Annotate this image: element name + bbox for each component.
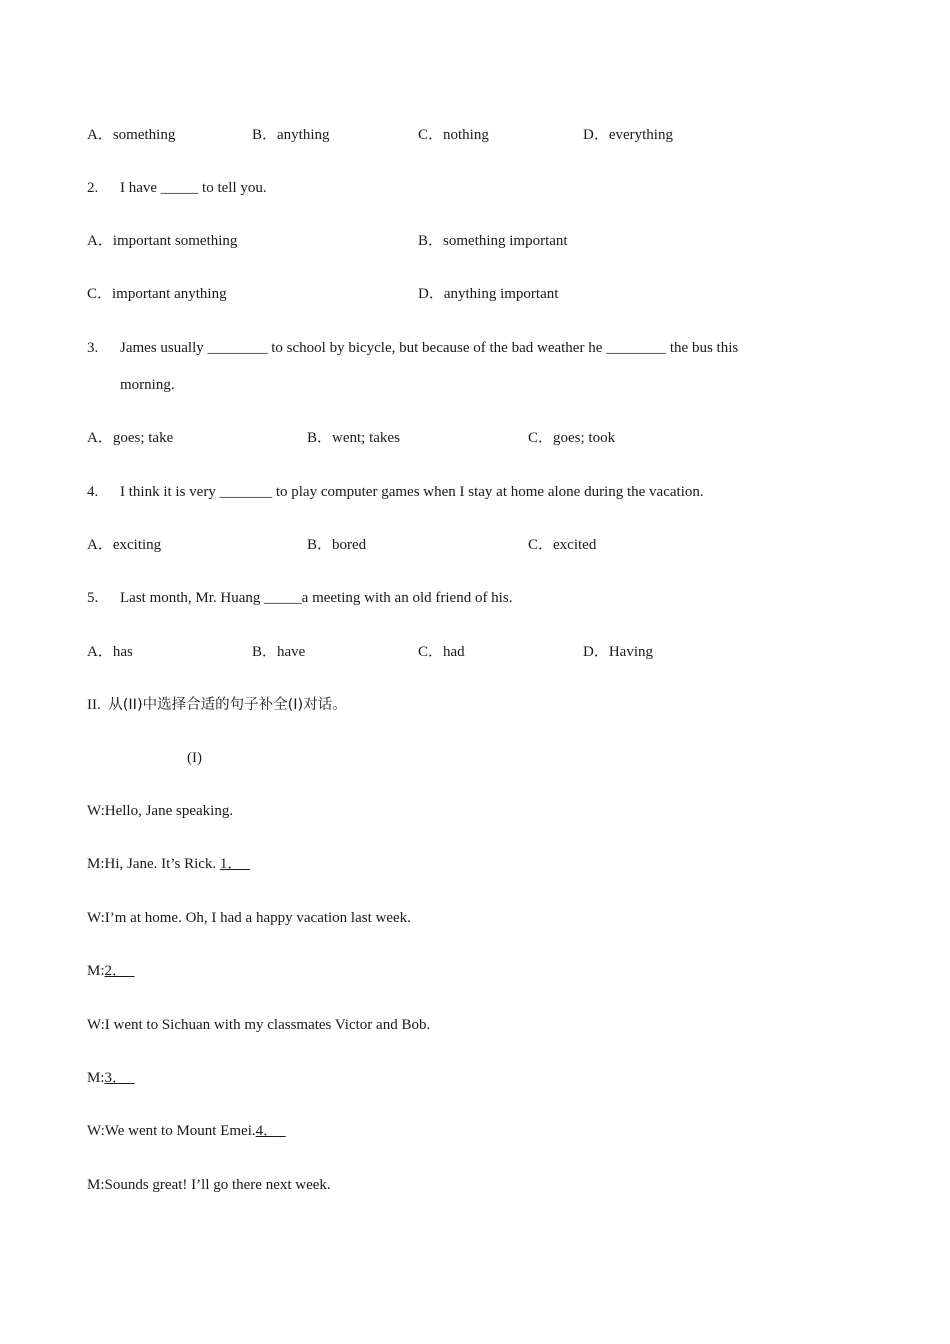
section-2-instruction: 从(II)中选择合适的句子补全(I)对话。 <box>108 697 347 713</box>
q5-number: 5. <box>87 590 99 606</box>
dialogue-line <box>87 1068 135 1088</box>
q5-option-a: A．has <box>87 644 133 660</box>
dialogue-text: W:We went to Mount Emei. <box>87 1123 256 1139</box>
dialogue-text: W:I’m at home. Oh, I had a happy vacation last week. <box>87 910 411 926</box>
dialogue-line <box>87 908 411 928</box>
q4-number: 4. <box>87 484 99 500</box>
q5-option-c: C．had <box>418 644 465 660</box>
q2-option-a: A．important something <box>87 233 238 249</box>
q1-option-b: B．anything <box>252 127 330 143</box>
blank-3: 3． <box>104 1070 128 1086</box>
dialogue-text: M:Sounds great! I’ll go there next week. <box>87 1177 331 1193</box>
dialogue-line <box>87 801 233 821</box>
dialogue-text: M: <box>87 963 105 979</box>
dialogue-line <box>87 961 135 981</box>
q3-option-b: B．went; takes <box>307 430 400 446</box>
dialogue-line <box>87 1015 430 1035</box>
q3-option-a: A．goes; take <box>87 430 174 446</box>
q2-option-d: D．anything important <box>418 286 559 302</box>
q3-number: 3. <box>87 340 99 356</box>
blank-4: 4． <box>255 1123 279 1139</box>
q4-option-c: C．excited <box>528 537 597 553</box>
q3-text-line2: morning. <box>120 377 175 393</box>
q2-option-b: B．something important <box>418 233 568 249</box>
q2-number: 2. <box>87 180 99 196</box>
section-2-number: II. <box>87 697 101 713</box>
q1-option-c: C．nothing <box>418 127 489 143</box>
dialogue-text: M: <box>87 1070 105 1086</box>
dialogue-line <box>87 1121 286 1141</box>
blank-2: 2． <box>104 963 128 979</box>
q2-option-c: C．important anything <box>87 286 227 302</box>
dialogue-line <box>87 1175 331 1195</box>
q5-option-b: B．have <box>252 644 306 660</box>
blank-1: 1． <box>219 856 243 872</box>
dialogue-text: W:I went to Sichuan with my classmates Victor and Bob. <box>87 1017 431 1033</box>
q5-option-d: D．Having <box>583 644 653 660</box>
q5-text: Last month, Mr. Huang _____a meeting with an old friend of his. <box>120 590 513 606</box>
dialogue-line <box>87 854 250 874</box>
dialogue-text: M:Hi, Jane. It’s Rick. <box>87 856 220 872</box>
q4-option-a: A．exciting <box>87 537 162 553</box>
q1-option-a: A．something <box>87 127 176 143</box>
q3-text-line1: James usually ________ to school by bicycle, but because of the bad weather he ________ the bus this <box>120 340 739 356</box>
q1-option-d: D．everything <box>583 127 673 143</box>
q2-text: I have _____ to tell you. <box>120 180 267 196</box>
q4-option-b: B．bored <box>307 537 367 553</box>
part-1-label: (I) <box>187 750 202 766</box>
q4-text: I think it is very _______ to play computer games when I stay at home alone during the vacation. <box>120 484 704 500</box>
q3-option-c: C．goes; took <box>528 430 616 446</box>
section-2-heading <box>87 695 347 715</box>
dialogue-text: W:Hello, Jane speaking. <box>87 803 234 819</box>
